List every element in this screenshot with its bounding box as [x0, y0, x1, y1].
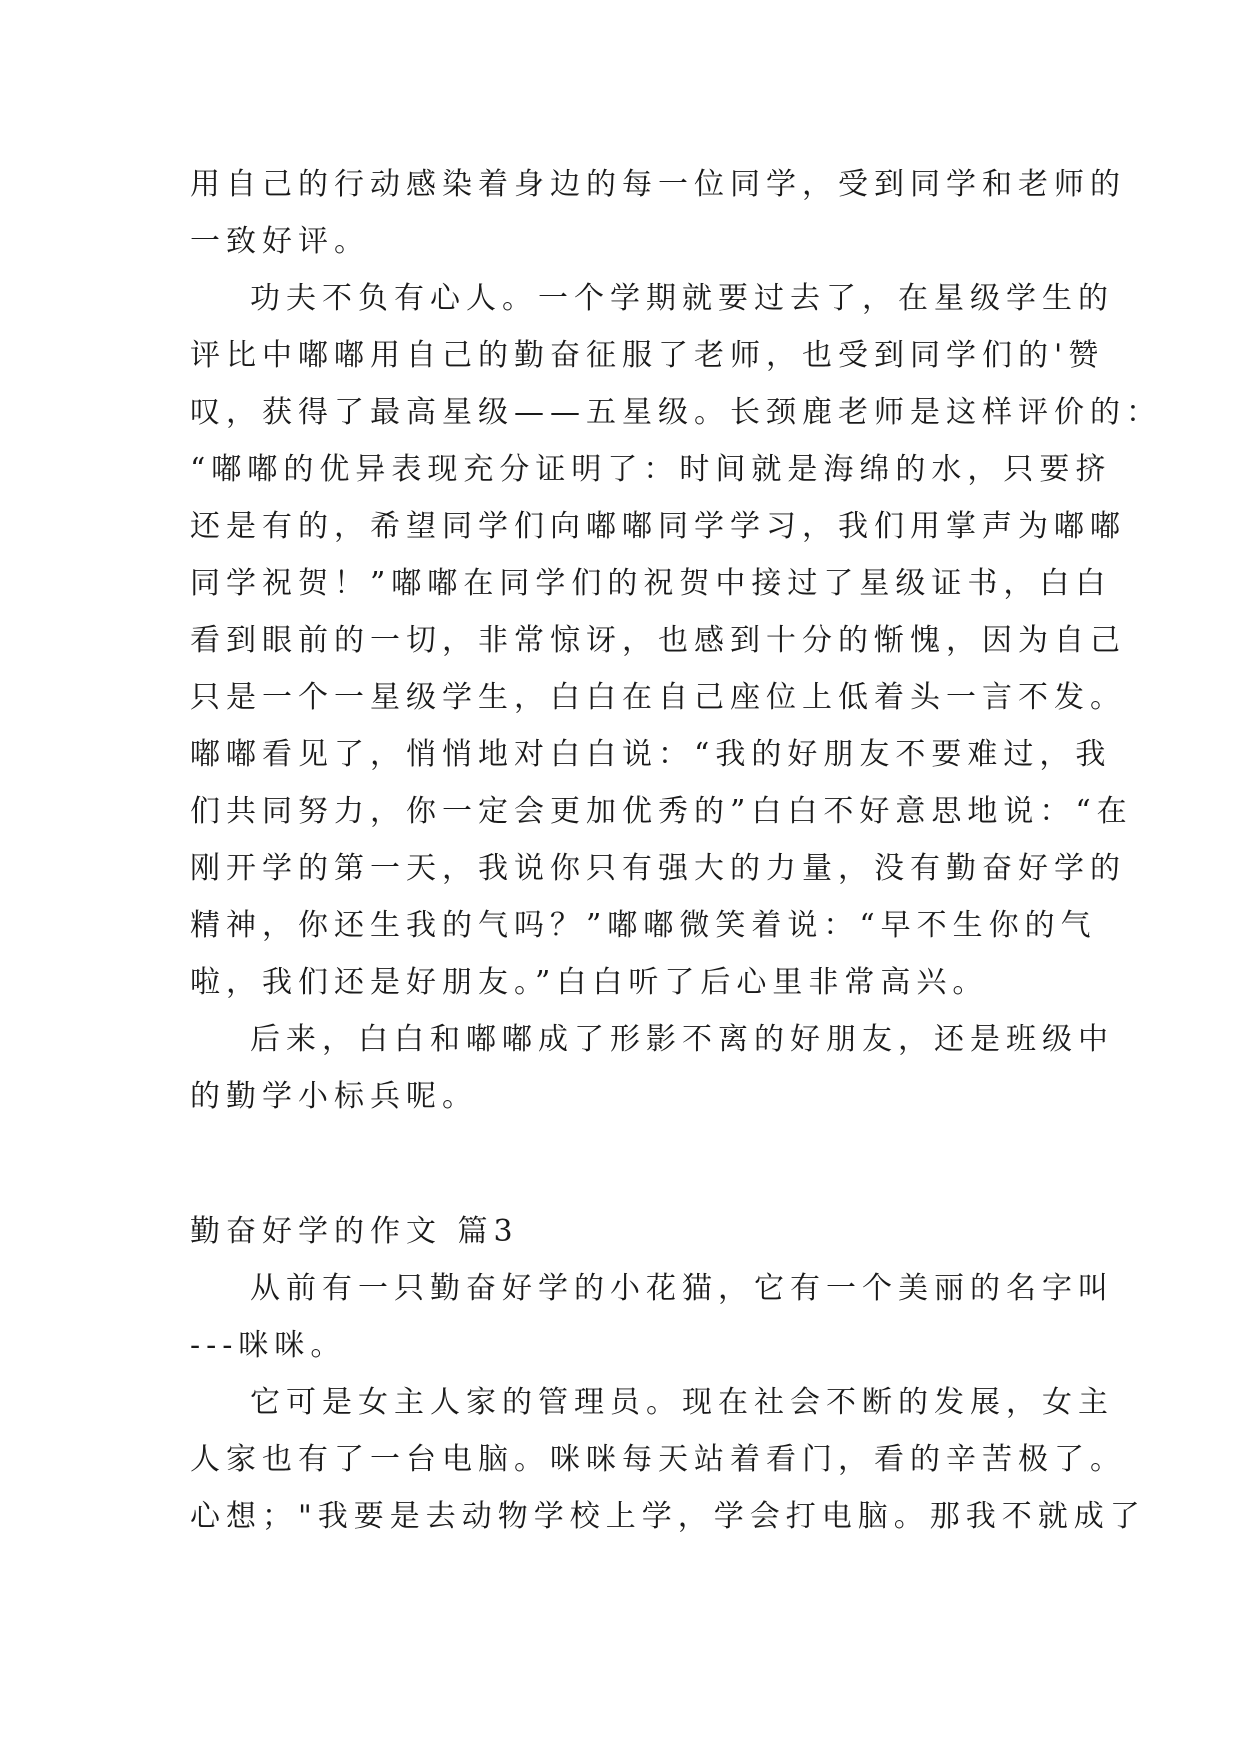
body-line: 一致好评。	[190, 224, 370, 259]
body-line: 后来，白白和嘟嘟成了形影不离的好朋友，还是班级中	[250, 1022, 1114, 1057]
body-line: 评比中嘟嘟用自己的勤奋征服了老师，也受到同学们的'赞	[190, 338, 1105, 373]
body-line: 精神，你还生我的气吗？”嘟嘟微笑着说：“早不生你的气	[190, 908, 1097, 943]
body-line: 从前有一只勤奋好学的小花猫，它有一个美丽的名字叫	[250, 1271, 1114, 1306]
body-line: ---咪咪。	[190, 1328, 347, 1363]
body-line: 同学祝贺！”嘟嘟在同学们的祝贺中接过了星级证书，白白	[190, 566, 1112, 601]
body-line: 功夫不负有心人。一个学期就要过去了，在星级学生的	[250, 281, 1114, 316]
body-line: 叹，获得了最高星级——五星级。长颈鹿老师是这样评价的：	[190, 395, 1162, 430]
body-line: 心想；"我要是去动物学校上学，学会打电脑。那我不就成了	[190, 1499, 1146, 1534]
body-line: 啦，我们还是好朋友。”白白听了后心里非常高兴。	[190, 965, 989, 1000]
body-line: 嘟嘟看见了，悄悄地对白白说：“我的好朋友不要难过，我	[190, 737, 1112, 772]
body-line: 只是一个一星级学生，白白在自己座位上低着头一言不发。	[190, 680, 1126, 715]
body-line: 的勤学小标兵呢。	[190, 1079, 478, 1114]
body-line: 刚开学的第一天，我说你只有强大的力量，没有勤奋好学的	[190, 851, 1126, 886]
body-line: 们共同努力，你一定会更加优秀的”白白不好意思地说：“在	[190, 794, 1133, 829]
body-line: 还是有的，希望同学们向嘟嘟同学学习，我们用掌声为嘟嘟	[190, 509, 1126, 544]
body-line: 人家也有了一台电脑。咪咪每天站着看门，看的辛苦极了。	[190, 1442, 1126, 1477]
body-line: “嘟嘟的优异表现充分证明了：时间就是海绵的水，只要挤	[190, 452, 1112, 487]
body-line: 用自己的行动感染着身边的每一位同学，受到同学和老师的	[190, 167, 1126, 202]
body-line: 它可是女主人家的管理员。现在社会不断的发展，女主	[250, 1385, 1114, 1420]
section-heading: 勤奋好学的作文 篇3	[190, 1214, 519, 1249]
body-line: 看到眼前的一切，非常惊讶，也感到十分的惭愧，因为自己	[190, 623, 1126, 658]
